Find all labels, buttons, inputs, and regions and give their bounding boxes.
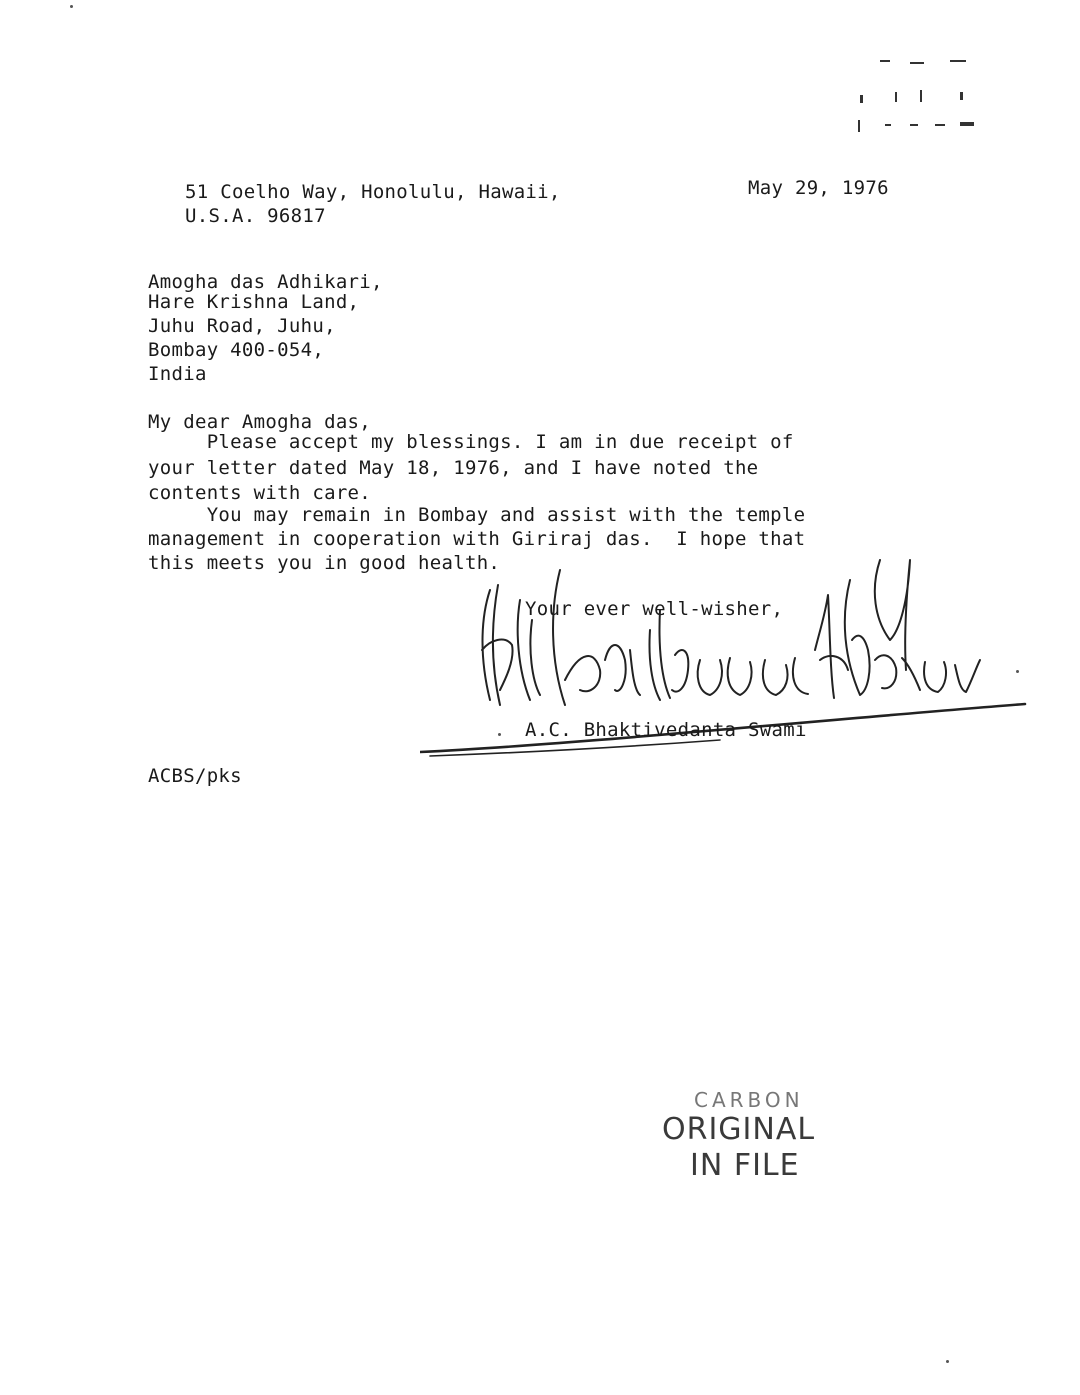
sender-address-line-2: U.S.A. 96817 xyxy=(185,205,326,227)
paper-speck xyxy=(946,1360,949,1363)
paper-speck xyxy=(70,5,73,8)
body-line-4: You may remain in Bombay and assist with the temple xyxy=(148,504,806,526)
body-line-5: management in cooperation with Giriraj das. I hope that xyxy=(148,528,806,550)
body-line-6: this meets you in good health. xyxy=(148,552,501,574)
recipient-line-1: Amogha das Adhikari, xyxy=(148,271,383,293)
body-line-1: Please accept my blessings. I am in due receipt of xyxy=(148,431,794,453)
reference-initials: ACBS/pks xyxy=(148,765,242,787)
carbon-original-stamp xyxy=(662,1088,852,1184)
letter-date: May 29, 1976 xyxy=(748,177,889,199)
closing: Your ever well-wisher, xyxy=(525,598,784,620)
corner-marks xyxy=(850,50,980,140)
recipient-line-4: Bombay 400-054, xyxy=(148,339,325,361)
body-line-2: your letter dated May 18, 1976, and I have noted the xyxy=(148,457,759,479)
signature-name: A.C. Bhaktivedanta Swami xyxy=(525,719,807,741)
stamp-line-2: ORIGINAL xyxy=(662,1112,816,1147)
recipient-line-3: Juhu Road, Juhu, xyxy=(148,315,336,337)
salutation: My dear Amogha das, xyxy=(148,411,372,433)
stamp-line-3: IN FILE xyxy=(690,1148,800,1183)
recipient-line-5: India xyxy=(148,363,207,385)
stamp-line-1: CARBON xyxy=(694,1088,804,1112)
paper-speck xyxy=(1016,670,1019,673)
recipient-line-2: Hare Krishna Land, xyxy=(148,291,360,313)
body-line-3: contents with care. xyxy=(148,482,372,504)
paper-speck xyxy=(498,733,501,736)
sender-address-line-1: 51 Coelho Way, Honolulu, Hawaii, xyxy=(185,181,561,203)
